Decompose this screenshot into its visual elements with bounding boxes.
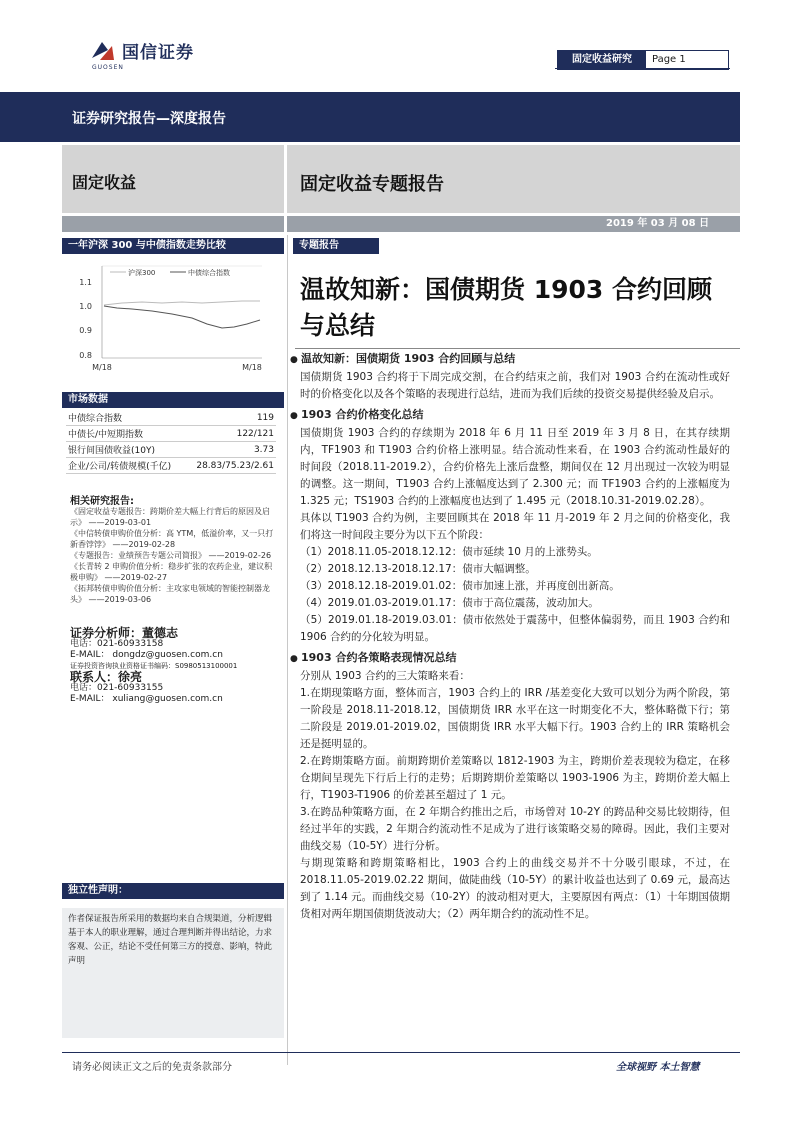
y-tick: 1.1 [79, 278, 92, 287]
footer-disclaimer: 请务必阅读正文之后的免责条款部分 [72, 1062, 232, 1073]
price-paragraph: 国债期货 1903 合约的存续期为 2018 年 6 月 11 日至 2019 年 3 月 8 日，在其存续期内，TF1903 和 T1903 合约价格上涨明显。结合流动性来看，在 1903 合约流动性最好的时间段（2018.11-2019.2），合约价格先上涨后盘整，期间仅在 12 月出现过一次较为明显的调整。这一期间，T1903 合约上涨幅度达到了 2.300 元；而 TF1903 合约的上涨幅度为 1.325 元；TS1903 合约的上涨幅度也达到了 1.495 元（2018.10.31-2019.02.28）。 [300, 427, 730, 507]
page-header-box [557, 50, 729, 70]
y-tick: 0.8 [79, 351, 92, 360]
table-row: 银行间国债收益(10Y) 3.73 [66, 442, 276, 458]
y-tick: 1.0 [79, 302, 92, 311]
brand-name: 国信证券 [122, 43, 194, 63]
analyst-block [70, 628, 280, 705]
summary-heading: ● 温故知新：国债期货 1903 合约回顾与总结 [290, 350, 730, 369]
list-item[interactable]: 《拓邦转债申购价值分析：主攻家电领域的智能控制器龙头》 ——2019-03-06 [70, 584, 270, 604]
stage-item: （1）2018.11.05-2018.12.12：债市延续 10 月的上涨势头。 [300, 546, 598, 558]
brand-logo-icon [90, 40, 116, 64]
price-heading: ● 1903 合约价格变化总结 [290, 406, 730, 425]
stage-item: （3）2018.12.18-2019.01.02：债市加速上涨，并再度创出新高。 [300, 580, 620, 592]
list-item[interactable]: 《长青转 2 申购价值分析：稳步扩张的农药企业，建议积极申购》 ——2019-02-27 [70, 562, 273, 582]
list-item[interactable]: 《中信转债申购价值分析：高 YTM，低溢价率，又一只打新香饽饽》 ——2019-02-28 [70, 529, 274, 549]
brand-name-en: GUOSEN [92, 64, 124, 71]
strategy-intro: 分别从 1903 合约的三大策略来看： [300, 670, 470, 682]
page-number: Page 1 [652, 54, 686, 65]
strategy-heading: ● 1903 合约各策略表现情况总结 [290, 649, 730, 668]
declaration-text: 作者保证报告所采用的数据均来自合规渠道，分析逻辑基于本人的职业理解，通过合理判断并得出结论，力求客观、公正，结论不受任何第三方的授意、影响，特此声明 [68, 914, 273, 966]
strategy-calendar: 2.在跨期策略方面。前期跨期价差策略以 1812-1903 为主，跨期价差表现较为稳定，在移仓期间呈现先下行后上行的走势；后期跨期价差策略以 1903-1906 为主，跨期价差大幅上行，T1903-T1906 的价差甚至超过了 1 元。 [300, 755, 730, 801]
contact-name: 联系人：徐亮 [70, 670, 143, 684]
declaration-title: 独立性声明： [62, 883, 284, 899]
bond-index-line [104, 301, 260, 305]
legend-hs300: 沪深300 [128, 269, 156, 277]
analyst-phone: 电话：021-60933158 [70, 639, 164, 649]
list-item[interactable]: 《固定收益专题报告：跨期价差大幅上行背后的原因及启示》 ——2019-03-01 [70, 507, 270, 527]
stage-item: （4）2019.01.03-2019.01.17：债市于高位震荡，波动加大。 [300, 597, 599, 609]
header-rule [555, 68, 730, 69]
table-row: 中债长/中短期指数 122/121 [66, 426, 276, 442]
x-tick: M/18 [242, 363, 262, 372]
chart-title: 一年沪深 300 与中债指数走势比较 [62, 238, 284, 254]
strategy-curve: 与期现策略和跨期策略相比，1903 合约上的曲线交易并不十分吸引眼球，不过，在 2018.11.05-2019.02.22 期间，做陡曲线（10-5Y）的累计收益也达到了 0.69 元，最高达到了 1.14 元。而曲线交易（10-2Y）的波动相对更大，主要原因有两点：（1）十年期国债期货相对两年期国债期货波动大；（2）两年期合约的流动性不足。 [300, 857, 730, 920]
strategy-cross: 3.在跨品种策略方面，在 2 年期合约推出之后，市场曾对 10-2Y 的跨品种交易比较期待，但经过半年的实践，2 年期合约流动性不足成为了进行该策略交易的障碍。因此，我们主要对曲线交易（10-5Y）进行分析。 [300, 806, 730, 852]
related-reports-title: 相关研究报告: [70, 496, 134, 507]
related-reports-list [70, 506, 278, 605]
market-data-table [66, 410, 276, 474]
x-tick: M/18 [92, 363, 112, 372]
report-tag: 专题报告 [293, 238, 379, 254]
list-item[interactable]: 《专题报告：业绩预告专题公司简报》 ——2019-02-26 [70, 551, 272, 560]
header-category: 固定收益研究 [558, 51, 646, 69]
stage-intro: 具体以 T1903 合约为例，主要回顾其在 2018 年 11 月-2019 年 2 月之间的价格变化，我们将这一时间段主要分为以下五个阶段： [300, 512, 730, 541]
hs300-line [104, 306, 260, 328]
column-divider [287, 235, 288, 1065]
report-type: 证券研究报告—深度报告 [72, 111, 226, 127]
index-trend-chart [62, 258, 284, 378]
report-body [300, 350, 730, 923]
table-row: 中债综合指数 119 [66, 410, 276, 426]
left-date-bar [62, 216, 284, 232]
strategy-basis: 1.在期现策略方面，整体而言，1903 合约上的 IRR /基差变化大致可以划分为两个阶段，第一阶段是 2018.11-2018.12，国债期货 IRR 水平在这一时期变化不大，整体略微下行；第二阶段是 2019.01-2019.02，国债期货 IRR 水平大幅下行。1903 合约上的 IRR 策略机会还是挺明显的。 [300, 687, 730, 750]
report-title: 温故知新：国债期货 1903 合约回顾与总结 [300, 275, 712, 340]
stage-item: （2）2018.12.13-2018.12.17：债市大幅调整。 [300, 563, 536, 575]
legend-bond: 中债综合指数 [188, 269, 230, 277]
footer-rule [62, 1052, 740, 1053]
contact-phone: 电话：021-60933155 [70, 683, 164, 693]
analyst-email[interactable]: E-MAIL： dongdz@guosen.com.cn [70, 650, 223, 660]
contact-email[interactable]: E-MAIL： xuliang@guosen.com.cn [70, 694, 223, 704]
report-date: 2019 年 03 月 08 日 [606, 218, 710, 229]
table-row: 企业/公司/转债规模(千亿) 28.83/75.23/2.61 [66, 458, 276, 474]
stage-item: （5）2019.01.18-2019.03.01：债市依然处于震荡中，但整体偏弱势，而且 1903 合约和 1906 合约的分化较为明显。 [300, 614, 730, 643]
market-data-title: 市场数据 [62, 392, 284, 408]
summary-paragraph: 国债期货 1903 合约将于下周完成交割，在合约结束之前，我们对 1903 合约在流动性或好时的价格变化以及各个策略的表现进行总结，进而为我们后续的投资交易提供经验及启示。 [300, 371, 730, 400]
analyst-cert: 证券投资咨询执业资格证书编码：S0980513100001 [70, 662, 238, 670]
section-left-title: 固定收益 [72, 173, 137, 192]
footer-slogan: 全球视野 本土智慧 [616, 1062, 700, 1073]
y-tick: 0.9 [79, 326, 92, 335]
title-rule [295, 348, 740, 349]
section-right-title: 固定收益专题报告 [300, 174, 444, 195]
analyst-name: 证券分析师：董德志 [70, 626, 179, 640]
